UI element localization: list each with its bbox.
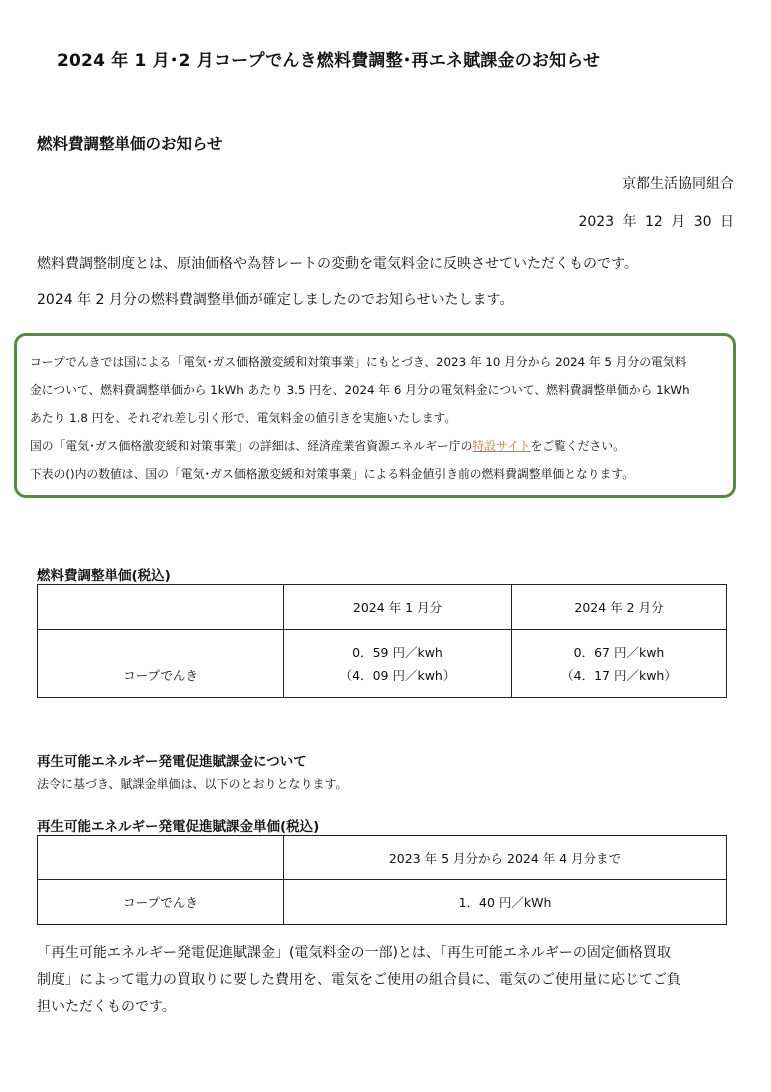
- row-label-coop-denki: コープでんき: [38, 880, 284, 925]
- renewable-levy-explanation: [37, 940, 681, 1021]
- special-site-link[interactable]: 特設サイト: [472, 439, 531, 453]
- notice-line-4-after: をご覧ください。: [530, 439, 625, 453]
- jan-unit-price-cell: [284, 630, 512, 698]
- explanation-line-3: 担いただくものです。: [37, 999, 176, 1015]
- feb-unit-price: 0．67 円／kwh: [573, 644, 665, 660]
- fuel-table-heading: 燃料費調整単価(税込): [37, 568, 171, 584]
- renewable-levy-unit-price: 1．40 円／kWh: [284, 880, 727, 925]
- fuel-adjustment-table: [37, 584, 727, 698]
- notice-line-4: [30, 432, 720, 460]
- jan-unit-price: 0．59 円／kwh: [352, 644, 443, 660]
- table-row: [38, 630, 727, 698]
- explanation-line-2: 制度」によって電力の買取りに要した費用を、電気をご使用の組合員に、電気のご使用量に応じてご負: [37, 972, 681, 988]
- notice-line-4-before: 国の「電気･ガス価格激変緩和対策事業」の詳細は、経済産業省資源エネルギー庁の: [30, 439, 473, 453]
- table-row: [38, 880, 727, 925]
- notice-line-5: 下表の()内の数値は、国の「電気･ガス価格激変緩和対策事業」による料金値引き前の燃料費調整単価となります。: [30, 467, 635, 481]
- table-header-feb: 2024 年 2 月分: [512, 585, 727, 630]
- table-header-row: [38, 836, 727, 880]
- table-header-blank: [38, 836, 284, 880]
- renewable-section-heading: 再生可能エネルギー発電促進賦課金について: [37, 754, 307, 770]
- jan-unit-price-before-discount: （4．09 円／kwh）: [339, 667, 456, 683]
- feb-unit-price-before-discount: （4．17 円／kwh）: [561, 667, 677, 683]
- fuel-section-heading: 燃料費調整単価のお知らせ: [37, 135, 223, 153]
- notice-line-3: あたり 1.8 円を、それぞれ差し引く形で、電気料金の値引きを実施いたします。: [30, 411, 457, 425]
- renewable-note: 法令に基づき、賦課金単価は、以下のとおりとなります。: [37, 777, 348, 791]
- table-header-row: [38, 585, 727, 630]
- fuel-description: 燃料費調整制度とは、原油価格や為替レートの変動を電気料金に反映させていただくものです。: [37, 256, 638, 272]
- renewable-table-heading: 再生可能エネルギー発電促進賦課金単価(税込): [37, 819, 320, 835]
- table-header-period: 2023 年 5 月分から 2024 年 4 月分まで: [284, 836, 727, 880]
- row-label-coop-denki: コープでんき: [38, 630, 284, 698]
- notice-line-2: 金について、燃料費調整単価から 1kWh あたり 3.5 円を、2024 年 6 月分の電気料金について、燃料費調整単価から 1kWh: [30, 383, 690, 397]
- organization-name: 京都生活協同組合: [622, 176, 734, 192]
- notice-date: 2023 年 12 月 30 日: [578, 214, 734, 230]
- notice-line-1: コープでんきでは国による「電気･ガス価格激変緩和対策事業」にもとづき、2023 年 10 月分から 2024 年 5 月分の電気料: [30, 355, 687, 369]
- subsidy-notice-box: [14, 333, 736, 498]
- table-header-blank: [38, 585, 284, 630]
- table-header-jan: 2024 年 1 月分: [284, 585, 512, 630]
- renewable-levy-table: [37, 835, 727, 925]
- fuel-announcement: 2024 年 2 月分の燃料費調整単価が確定しましたのでお知らせいたします。: [37, 292, 514, 308]
- feb-unit-price-cell: [512, 630, 727, 698]
- explanation-line-1: 「再生可能エネルギー発電促進賦課金」(電気料金の一部)とは、「再生可能エネルギーの固定価格買取: [37, 945, 671, 961]
- page-title: 2024 年 1 月･2 月コープでんき燃料費調整･再エネ賦課金のお知らせ: [57, 51, 601, 71]
